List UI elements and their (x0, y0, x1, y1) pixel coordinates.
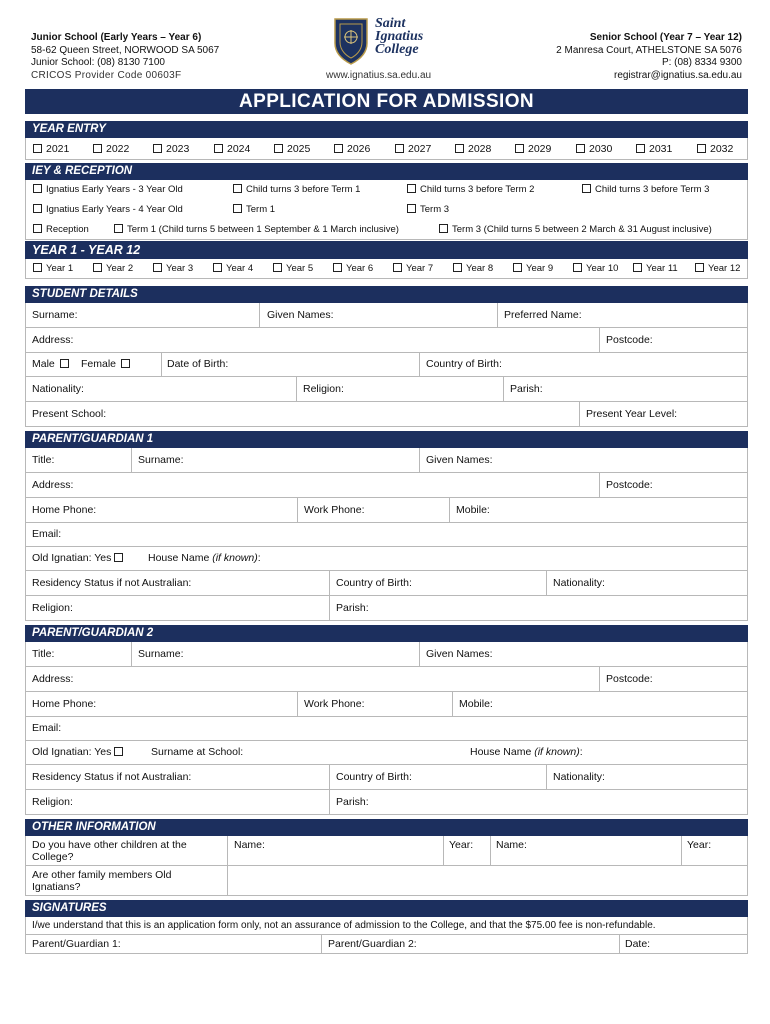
checkbox[interactable] (576, 144, 585, 153)
checkbox[interactable] (153, 144, 162, 153)
student-nationality-row (25, 377, 748, 402)
checkbox[interactable] (453, 263, 462, 272)
logo-line-3: College (375, 42, 419, 57)
p1-surname-field[interactable] (131, 448, 419, 472)
p1-religion-label: Religion: (32, 602, 73, 614)
signature-row (25, 935, 748, 954)
student-religion-label: Religion: (303, 383, 344, 395)
student-address-row (25, 328, 748, 353)
student-parish-label: Parish: (510, 383, 543, 395)
iey-option-label: Term 3 (Child turns 5 between 2 March & 31 August inclusive) (452, 224, 712, 235)
family-old-ignatians-question (26, 866, 227, 895)
p2-postcode-field[interactable] (599, 667, 747, 691)
student-country-label: Country of Birth: (426, 358, 502, 370)
p1-mobile-field[interactable] (449, 498, 747, 522)
p1-home-label: Home Phone: (32, 504, 97, 516)
year-level-option[interactable] (695, 263, 740, 274)
website-link[interactable]: www.ignatius.sa.edu.au (326, 70, 432, 81)
p2-surname-label: Surname: (138, 648, 184, 660)
senior-school-name: Senior School (Year 7 – Year 12) (589, 32, 742, 43)
student-nationality-label: Nationality: (32, 383, 84, 395)
p1-residency-label: Residency Status if not Australian: (32, 577, 192, 589)
checkbox[interactable] (697, 144, 706, 153)
student-surname-label: Surname: (32, 309, 78, 321)
student-address-label: Address: (32, 334, 74, 346)
year-entry-label: 2023 (166, 143, 190, 155)
p2-nationality-label: Nationality: (553, 771, 605, 783)
iey-option-label: Child turns 3 before Term 2 (420, 184, 535, 195)
checkbox[interactable] (274, 144, 283, 153)
student-preferred-label: Preferred Name: (504, 309, 582, 321)
junior-school-name: Junior School (Early Years – Year 6) (31, 32, 202, 43)
checkbox[interactable] (695, 263, 704, 272)
checkbox[interactable] (33, 184, 42, 193)
p2-residency-row (25, 765, 748, 790)
male-label: Male (32, 358, 55, 370)
p2-religion-row (25, 790, 748, 815)
checkbox[interactable] (393, 263, 402, 272)
iey-option-label: Ignatius Early Years - 4 Year Old (46, 204, 183, 215)
year-level-label: Year 6 (346, 263, 374, 274)
present-school-label: Present School: (32, 408, 107, 420)
p2-postcode-label: Postcode: (606, 673, 653, 685)
iey-option-label: Term 3 (420, 204, 450, 215)
p2-mobile-label: Mobile: (459, 698, 493, 710)
p1-email-row[interactable] (25, 523, 748, 547)
year-level-option[interactable] (393, 263, 433, 274)
p1-address-field[interactable] (26, 473, 599, 497)
p2-surname-school-label: Surname at School: (151, 746, 244, 758)
checkbox[interactable] (153, 263, 162, 272)
year-levels-row (25, 259, 748, 279)
p1-home-phone-field[interactable] (26, 498, 297, 522)
p2-nationality-field[interactable] (546, 765, 747, 789)
p1-country-label: Country of Birth: (336, 577, 412, 589)
year-entry-label: 2028 (468, 143, 492, 155)
year-entry-option[interactable] (576, 143, 612, 155)
student-nationality-field[interactable] (26, 377, 296, 401)
year-level-option[interactable] (513, 263, 553, 274)
p2-residency-field[interactable] (26, 765, 329, 789)
p2-religion-label: Religion: (32, 796, 73, 808)
p1-country-field[interactable] (329, 571, 546, 595)
year-level-label: Year 7 (406, 263, 434, 274)
p2-old-ignatian-option[interactable] (32, 746, 127, 758)
checkbox[interactable] (407, 184, 416, 193)
year-entry-option[interactable] (93, 143, 129, 155)
p1-old-ignatian-row (25, 547, 748, 571)
p2-name-row (25, 642, 748, 667)
checkbox[interactable] (333, 263, 342, 272)
p1-work-label: Work Phone: (304, 504, 365, 516)
year-level-option[interactable] (273, 263, 313, 274)
year-level-label: Year 2 (106, 263, 134, 274)
iey-option[interactable] (233, 204, 275, 215)
iey-option[interactable] (407, 184, 534, 195)
signature-statement: I/we understand that this is an application form only, not an assurance of admission to the College, and that the $75.00 fee is non-refundable. (32, 920, 656, 931)
year-level-label: Year 3 (166, 263, 194, 274)
iey-option-label: Term 1 (246, 204, 276, 215)
p1-phone-row (25, 498, 748, 523)
sibling-year-field[interactable] (443, 836, 490, 865)
sibling-year-2-label: Year: (687, 839, 712, 851)
year-entry-label: 2030 (589, 143, 613, 155)
iey-option-label: Child turns 3 before Term 3 (595, 184, 710, 195)
parent2-heading: PARENT/GUARDIAN 2 (25, 625, 748, 642)
year-level-label: Year 11 (646, 263, 678, 274)
checkbox[interactable] (114, 224, 123, 233)
parent1-heading: PARENT/GUARDIAN 1 (25, 431, 748, 448)
checkbox[interactable] (33, 263, 42, 272)
student-school-row (25, 402, 748, 427)
year-level-option[interactable] (153, 263, 193, 274)
college-logo (330, 15, 450, 73)
p1-work-phone-field[interactable] (297, 498, 449, 522)
form-title: APPLICATION FOR ADMISSION (25, 89, 748, 114)
student-name-row (25, 303, 748, 328)
p1-name-row (25, 448, 748, 473)
checkbox[interactable] (515, 144, 524, 153)
year-level-label: Year 4 (226, 263, 254, 274)
signatures-heading: SIGNATURES (25, 900, 748, 917)
crest-icon (333, 17, 369, 65)
p2-title-field[interactable] (26, 642, 131, 666)
student-gender-field (26, 353, 161, 376)
student-given-names-field[interactable] (259, 303, 497, 327)
other-children-row (25, 836, 748, 866)
year-level-label: Year 9 (526, 263, 554, 274)
other-children-question (26, 836, 227, 865)
checkbox[interactable] (513, 263, 522, 272)
iey-option[interactable] (33, 184, 183, 195)
p2-house-label: House Name (470, 746, 532, 758)
year-level-option[interactable] (453, 263, 493, 274)
p2-parish-field[interactable] (329, 790, 747, 814)
checkbox[interactable] (395, 144, 404, 153)
family-old-ignatians-label: Are other family members Old Ignatians? (32, 869, 172, 893)
checkbox[interactable] (273, 263, 282, 272)
family-old-ignatians-row (25, 866, 748, 896)
checkbox[interactable] (455, 144, 464, 153)
student-address-field[interactable] (26, 328, 599, 352)
p2-country-label: Country of Birth: (336, 771, 412, 783)
year-entry-option[interactable] (636, 143, 672, 155)
year-entry-label: 2032 (710, 143, 734, 155)
iey-option-label: Term 1 (Child turns 5 between 1 September & 1 March inclusive) (127, 224, 399, 235)
year-entry-option[interactable] (33, 143, 69, 155)
year-entry-label: 2025 (287, 143, 311, 155)
student-details-heading: STUDENT DETAILS (25, 286, 748, 303)
parent2-signature-label: Parent/Guardian 2: (328, 938, 417, 950)
checkbox[interactable] (233, 204, 242, 213)
checkbox[interactable] (33, 224, 42, 233)
year-level-option[interactable] (573, 263, 618, 274)
year-entry-option[interactable] (334, 143, 370, 155)
present-year-level-label: Present Year Level: (586, 408, 678, 420)
year-entry-label: 2029 (528, 143, 552, 155)
p1-old-ignatian-label: Old Ignatian: Yes (32, 552, 112, 564)
p2-mobile-field[interactable] (452, 692, 747, 716)
present-school-field[interactable] (26, 402, 579, 426)
p1-old-ignatian-option[interactable] (32, 552, 127, 564)
senior-school-phone: P: (08) 8334 9300 (661, 57, 742, 68)
p1-title-field[interactable] (26, 448, 131, 472)
p1-nationality-label: Nationality: (553, 577, 605, 589)
checkbox[interactable] (114, 553, 123, 562)
p2-email-row[interactable] (25, 717, 748, 741)
student-given-label: Given Names: (267, 309, 334, 321)
year-entry-row (25, 138, 748, 160)
iey-option[interactable] (582, 184, 709, 195)
p2-surname-field[interactable] (131, 642, 419, 666)
checkbox[interactable] (93, 144, 102, 153)
p2-house-name-field[interactable]: House Name (if known): (470, 746, 583, 758)
p1-house-note: (if known) (212, 552, 258, 564)
sibling-year-2-field[interactable] (681, 836, 747, 865)
year-entry-option[interactable] (455, 143, 491, 155)
p1-given-label: Given Names: (426, 454, 493, 466)
year-levels-heading: YEAR 1 - YEAR 12 (25, 241, 748, 259)
parent1-signature-field[interactable] (26, 935, 321, 953)
year-entry-option[interactable] (395, 143, 431, 155)
year-entry-label: 2026 (347, 143, 371, 155)
p1-house-label: House Name (148, 552, 210, 564)
year-level-option[interactable] (93, 263, 133, 274)
year-entry-option[interactable] (515, 143, 551, 155)
p2-religion-field[interactable] (26, 790, 329, 814)
year-level-label: Year 10 (586, 263, 619, 274)
p2-work-label: Work Phone: (304, 698, 365, 710)
p1-parish-label: Parish: (336, 602, 369, 614)
student-surname-field[interactable] (26, 303, 259, 327)
year-entry-label: 2031 (649, 143, 673, 155)
p1-surname-label: Surname: (138, 454, 184, 466)
iey-option[interactable] (233, 184, 360, 195)
p1-given-names-field[interactable] (419, 448, 747, 472)
checkbox[interactable] (636, 144, 645, 153)
p2-given-names-field[interactable] (419, 642, 747, 666)
logo-line-1: Saint (375, 16, 406, 31)
sibling-name-label: Name: (234, 839, 265, 851)
p1-postcode-label: Postcode: (606, 479, 653, 491)
year-entry-label: 2022 (106, 143, 130, 155)
year-entry-option[interactable] (153, 143, 189, 155)
p2-home-label: Home Phone: (32, 698, 97, 710)
iey-option[interactable] (33, 224, 89, 235)
sibling-year-label: Year: (449, 839, 474, 851)
checkbox[interactable] (114, 747, 123, 756)
male-option[interactable] (32, 358, 73, 370)
sibling-name-2-field[interactable] (490, 836, 681, 865)
p1-religion-field[interactable] (26, 596, 329, 620)
p1-address-label: Address: (32, 479, 74, 491)
year-entry-heading: YEAR ENTRY (25, 121, 748, 138)
iey-option[interactable] (439, 224, 712, 235)
student-dob-field[interactable] (161, 353, 419, 376)
checkbox[interactable] (233, 184, 242, 193)
year-entry-label: 2021 (46, 143, 70, 155)
cricos-code: CRICOS Provider Code 00603F (31, 69, 182, 81)
year-entry-option[interactable] (274, 143, 310, 155)
family-old-ignatians-answer[interactable] (227, 866, 747, 895)
p1-address-row (25, 473, 748, 498)
p2-address-field[interactable] (26, 667, 599, 691)
student-religion-field[interactable] (296, 377, 503, 401)
checkbox[interactable] (407, 204, 416, 213)
p2-address-label: Address: (32, 673, 74, 685)
p1-title-label: Title: (32, 454, 55, 466)
checkbox[interactable] (334, 144, 343, 153)
p1-religion-row (25, 596, 748, 621)
year-level-label: Year 5 (286, 263, 314, 274)
senior-school-info (556, 32, 742, 82)
year-level-option[interactable] (33, 263, 73, 274)
checkbox[interactable] (93, 263, 102, 272)
student-gender-row (25, 353, 748, 377)
year-entry-label: 2024 (227, 143, 251, 155)
p2-email-label: Email: (32, 722, 62, 734)
p1-email-label: Email: (32, 528, 62, 540)
iey-option-label: Child turns 3 before Term 1 (246, 184, 361, 195)
year-entry-label: 2027 (408, 143, 432, 155)
junior-school-phone: Junior School: (08) 8130 7100 (31, 57, 165, 68)
year-entry-option[interactable] (697, 143, 733, 155)
student-parish-field[interactable] (503, 377, 747, 401)
checkbox[interactable] (439, 224, 448, 233)
checkbox[interactable] (33, 144, 42, 153)
student-postcode-label: Postcode: (606, 334, 653, 346)
year-level-option[interactable] (333, 263, 373, 274)
present-year-level-field[interactable] (579, 402, 747, 426)
checkbox[interactable] (60, 359, 69, 368)
checkbox[interactable] (33, 204, 42, 213)
iey-option-label: Reception (46, 224, 89, 235)
p2-residency-label: Residency Status if not Australian: (32, 771, 192, 783)
p1-parish-field[interactable] (329, 596, 747, 620)
parent2-signature-field[interactable] (321, 935, 619, 953)
p2-work-phone-field[interactable] (297, 692, 452, 716)
checkbox[interactable] (121, 359, 130, 368)
p1-residency-field[interactable] (26, 571, 329, 595)
iey-option[interactable] (33, 204, 183, 215)
iey-option-label: Ignatius Early Years - 3 Year Old (46, 184, 183, 195)
p1-nationality-field[interactable] (546, 571, 747, 595)
p2-surname-at-school-field[interactable] (151, 746, 243, 758)
year-level-label: Year 8 (466, 263, 494, 274)
other-children-label: Do you have other children at the College? (32, 839, 187, 863)
p2-parish-label: Parish: (336, 796, 369, 808)
signature-date-label: Date: (625, 938, 651, 950)
logo-line-2: Ignatius (375, 29, 424, 44)
female-label: Female (81, 358, 117, 370)
junior-school-info (31, 32, 219, 82)
checkbox[interactable] (582, 184, 591, 193)
sibling-name-2-label: Name: (496, 839, 527, 851)
iey-heading: IEY & RECEPTION (25, 163, 748, 180)
year-level-option[interactable] (213, 263, 253, 274)
year-level-label: Year 12 (708, 263, 741, 274)
junior-school-address: 58-62 Queen Street, NORWOOD SA 5067 (31, 44, 220, 56)
sibling-name-field[interactable] (227, 836, 443, 865)
p2-title-label: Title: (32, 648, 55, 660)
p2-home-phone-field[interactable] (26, 692, 297, 716)
student-country-field[interactable] (419, 353, 747, 376)
student-preferred-name-field[interactable] (497, 303, 747, 327)
checkbox[interactable] (573, 263, 582, 272)
female-option[interactable] (81, 358, 134, 370)
signature-date-field[interactable] (619, 935, 747, 953)
p2-old-ignatian-row (25, 741, 748, 765)
p1-postcode-field[interactable] (599, 473, 747, 497)
p2-address-row (25, 667, 748, 692)
iey-option[interactable] (407, 204, 449, 215)
p2-given-label: Given Names: (426, 648, 493, 660)
p1-residency-row (25, 571, 748, 596)
p1-house-name-field[interactable]: House Name (if known): (148, 552, 261, 564)
signature-statement-row (25, 917, 748, 935)
parent1-signature-label: Parent/Guardian 1: (32, 938, 121, 950)
senior-school-address: 2 Manresa Court, ATHELSTONE SA 5076 (556, 44, 742, 56)
year-entry-option[interactable] (214, 143, 250, 155)
year-level-option[interactable] (633, 263, 678, 274)
year-level-label: Year 1 (46, 263, 74, 274)
checkbox[interactable] (633, 263, 642, 272)
p2-phone-row (25, 692, 748, 717)
student-postcode-field[interactable] (599, 328, 747, 352)
p1-mobile-label: Mobile: (456, 504, 490, 516)
iey-options (25, 180, 748, 240)
p2-country-field[interactable] (329, 765, 546, 789)
p2-house-note: (if known) (534, 746, 580, 758)
checkbox[interactable] (214, 144, 223, 153)
checkbox[interactable] (213, 263, 222, 272)
other-info-heading: OTHER INFORMATION (25, 819, 748, 836)
logo-wordmark (375, 17, 423, 56)
p2-old-ignatian-label: Old Ignatian: Yes (32, 746, 112, 758)
iey-option[interactable] (114, 224, 399, 235)
student-dob-label: Date of Birth: (167, 358, 229, 370)
registrar-email[interactable]: registrar@ignatius.sa.edu.au (614, 69, 742, 81)
